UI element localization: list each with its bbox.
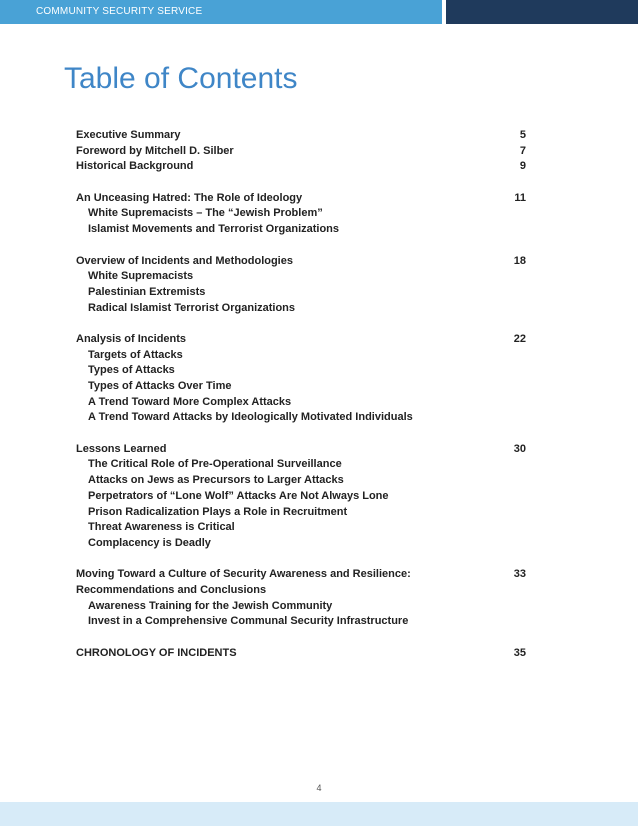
toc-page-number (506, 520, 526, 536)
toc-entry (76, 144, 526, 160)
toc-entry-label: White Supremacists (88, 270, 194, 283)
toc-entry-label: Perpetrators of “Lone Wolf” Attacks Are Not Always Lone (88, 489, 389, 502)
toc-page-number (506, 614, 526, 630)
toc-subentry (76, 206, 526, 222)
toc-subentry (76, 269, 526, 285)
toc-page-number: 7 (519, 144, 526, 157)
toc-page-number: 35 (513, 646, 526, 659)
toc-entry-label: Invest in a Comprehensive Communal Security Infrastructure (88, 615, 409, 628)
toc-page-number (506, 379, 526, 395)
toc-page-number: 11 (514, 191, 526, 204)
toc-subentry (76, 348, 526, 364)
toc-entry-label: Complacency is Deadly (88, 536, 211, 549)
toc-page-number (506, 269, 526, 285)
toc-entry-label: Types of Attacks (88, 364, 175, 377)
toc-page-number (506, 505, 526, 521)
toc-list (76, 128, 526, 661)
toc-page-number: 18 (513, 254, 526, 267)
toc-entry-label: Historical Background (76, 160, 194, 173)
toc-entry (76, 646, 526, 662)
toc-page-number: 9 (519, 160, 526, 173)
toc-entry-label: Lessons Learned (76, 442, 167, 455)
toc-spacer (76, 630, 526, 646)
toc-page-number (506, 599, 526, 615)
toc-subentry (76, 222, 526, 238)
toc-spacer (76, 175, 526, 191)
toc-entry-label: Types of Attacks Over Time (88, 380, 232, 392)
toc-entry (76, 332, 526, 348)
toc-entry-label: Radical Islamist Terrorist Organizations (88, 301, 296, 314)
toc-page-number: 30 (513, 442, 526, 455)
toc-entry (76, 128, 526, 144)
toc-entry-label: Threat Awareness is Critical (88, 521, 235, 534)
toc-entry (76, 254, 526, 270)
toc-subentry (76, 614, 526, 630)
page-number: 4 (316, 783, 322, 793)
toc-subentry (76, 301, 526, 317)
toc-page-number (506, 222, 526, 238)
toc-page-number (506, 473, 526, 489)
toc-page-number: 22 (513, 332, 526, 345)
toc-entry (76, 159, 526, 175)
toc-entry-label: Executive Summary (76, 129, 181, 141)
toc-entry-label: Attacks on Jews as Precursors to Larger Attacks (88, 474, 344, 487)
toc-spacer (76, 426, 526, 442)
toc-subentry (76, 285, 526, 301)
toc-entry-label: A Trend Toward More Complex Attacks (88, 395, 292, 408)
toc-page-number (506, 348, 526, 364)
toc-subentry (76, 395, 526, 411)
toc-entry-label: Awareness Training for the Jewish Community (88, 599, 333, 612)
toc-subentry (76, 599, 526, 615)
toc-entry-label: Islamist Movements and Terrorist Organizations (88, 223, 340, 236)
toc-page-number (506, 489, 526, 505)
toc-entry-label: The Critical Role of Pre-Operational Surveillance (88, 458, 342, 471)
toc-page-number (506, 363, 526, 379)
toc-entry-label: Targets of Attacks (88, 348, 183, 361)
toc-subentry (76, 473, 526, 489)
header-band-navy (446, 0, 638, 24)
brand-text: COMMUNITY SECURITY SERVICE (36, 6, 203, 17)
toc-page-number (506, 301, 526, 317)
toc-entry-label: Overview of Incidents and Methodologies (76, 254, 293, 267)
toc-subentry (76, 505, 526, 521)
toc-entry-label: CHRONOLOGY OF INCIDENTS (76, 646, 237, 659)
toc-entry-label: White Supremacists – The “Jewish Problem” (88, 207, 323, 220)
toc-page-number (506, 536, 526, 552)
toc-subentry (76, 489, 526, 505)
toc-subentry (76, 410, 526, 426)
toc-page-number (506, 395, 526, 411)
toc-page-number (506, 410, 526, 426)
toc-entry (76, 567, 526, 583)
toc-page-number: 33 (513, 568, 526, 581)
toc-page-number (506, 583, 526, 599)
toc-page-number (506, 285, 526, 301)
toc-subentry (76, 536, 526, 552)
toc-entry-label: Foreword by Mitchell D. Silber (76, 144, 234, 157)
toc-entry-label: Palestinian Extremists (88, 285, 206, 298)
toc-entry-label: Analysis of Incidents (76, 332, 187, 345)
footer-band (0, 802, 638, 826)
toc-page-number (506, 206, 526, 222)
toc-entry (76, 442, 526, 458)
toc-entry-label: Prison Radicalization Plays a Role in Recruitment (88, 505, 348, 518)
toc-entry-label: Moving Toward a Culture of Security Awareness and Resilience: (76, 568, 411, 581)
toc-entry (76, 583, 526, 599)
toc-page-number: 5 (519, 129, 526, 141)
toc-subentry (76, 457, 526, 473)
toc-page-number (506, 457, 526, 473)
toc-spacer (76, 552, 526, 568)
toc-spacer (76, 316, 526, 332)
page-title: Table of Contents (64, 62, 298, 95)
toc-entry (76, 191, 526, 207)
toc-subentry (76, 363, 526, 379)
toc-subentry (76, 379, 526, 395)
toc-entry-label: An Unceasing Hatred: The Role of Ideology (76, 191, 303, 204)
header-bar (0, 0, 638, 24)
toc-entry-label: Recommendations and Conclusions (76, 583, 267, 596)
toc-spacer (76, 238, 526, 254)
toc-subentry (76, 520, 526, 536)
toc-entry-label: A Trend Toward Attacks by Ideologically Motivated Individuals (88, 411, 413, 424)
